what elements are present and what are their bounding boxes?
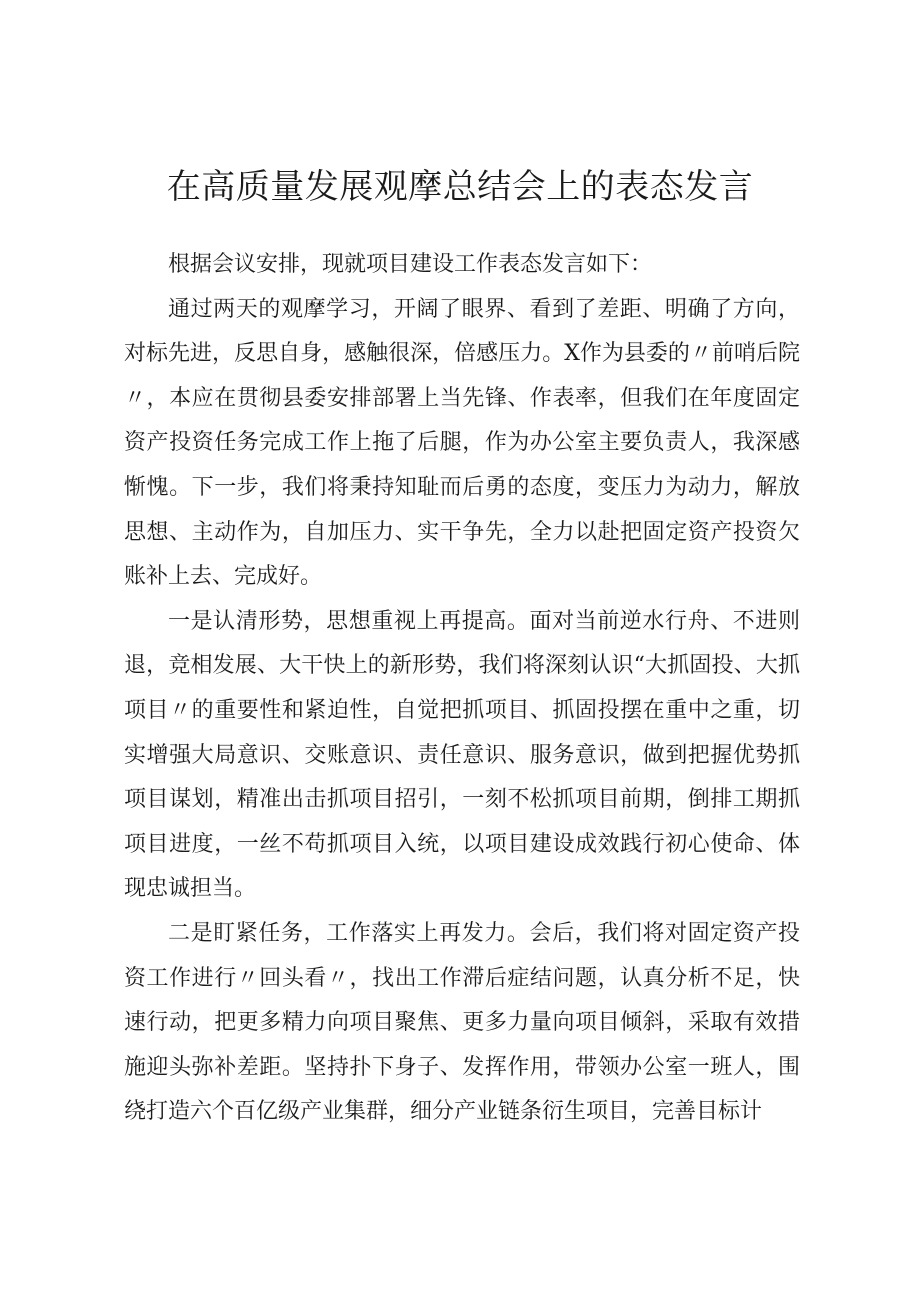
document-title: 在高质量发展观摩总结会上的表态发言 bbox=[166, 167, 754, 207]
paragraph-point-two: 二是盯紧任务，工作落实上再发力。会后，我们将对固定资产投资工作进行〃回头看〃，找出工作滞后症结问题，认真分析不足，快速行动，把更多精力向项目聚焦、更多力量向项目倾斜，采取有效措施迎头弥补差距。坚持扑下身子、发挥作用，带领办公室一班人，围绕打造六个百亿级产业集群，细分产业链条衍生项目，完善目标计 bbox=[124, 920, 800, 1125]
paragraph-point-one: 一是认清形势，思想重视上再提高。面对当前逆水行舟、不进则退，竞相发展、大干快上的新形势，我们将深刻认识“大抓固投、大抓项目〃的重要性和紧迫性，自觉把抓项目、抓固投摆在重中之重，切实增强大局意识、交账意识、责任意识、服务意识，做到把握优势抓项目谋划，精准出击抓项目招引，一刻不松抓项目前期，倒排工期抓项目进度，一丝不苟抓项目入统，以项目建设成效践行初心使命、体现忠诚担当。 bbox=[124, 608, 800, 902]
paragraph-reflection: 通过两天的观摩学习，开阔了眼界、看到了差距、明确了方向，对标先进，反思自身，感触很深，倍感压力。X作为县委的〃前哨后院〃，本应在贯彻县委安排部署上当先锋、作表率，但我们在年度固定资产投资任务完成工作上拖了后腿，作为办公室主要负责人，我深感惭愧。下一步，我们将秉持知耻而后勇的态度，变压力为动力，解放思想、主动作为，自加压力、实干争先，全力以赴把固定资产投资欠账补上去、完成好。 bbox=[124, 296, 800, 590]
paragraph-intro: 根据会议安排，现就项目建设工作表态发言如下： bbox=[168, 252, 653, 277]
document-body bbox=[124, 243, 800, 1135]
